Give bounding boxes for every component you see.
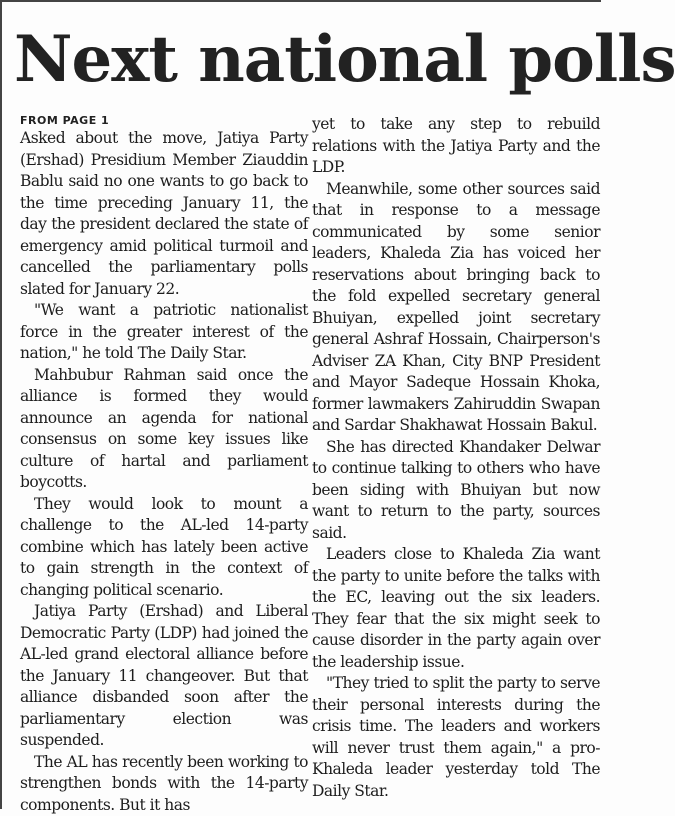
paragraph: Leaders close to Khaleda Zia want the party to unite before the talks with the EC, leaving out the six leaders. They fear that the six might seek to cause disorder in the party again over the leadership issue. xyxy=(312,544,600,673)
paragraph: Jatiya Party (Ershad) and Liberal Democratic Party (LDP) had joined the AL-led grand electoral alliance before the January 11 changeover. But that alliance disbanded soon after the parliamentary election was suspended. xyxy=(20,601,308,752)
paragraph: Mahbubur Rahman said once the alliance is formed they would announce an agenda for national consensus on some key issues like culture of hartal and parliament boycotts. xyxy=(20,365,308,494)
kicker: FROM PAGE 1 xyxy=(20,114,308,128)
paragraph: Meanwhile, some other sources said that in response to a message communicated by some senior leaders, Khaleda Zia has voiced her reservations about bringing back to the fold expelled secretary general Bhuiyan, expelled joint secretary general Ashraf Hossain, Chairperson's Adviser ZA Khan, City BNP President and Mayor Sadeque Hossain Khoka, former lawmakers Zahiruddin Swapan and Sardar Shakhawat Hossain Bakul. xyxy=(312,179,600,437)
paragraph: The AL has recently been working to strengthen bonds with the 14-party components. But it has xyxy=(20,752,308,816)
article-column-left xyxy=(20,114,308,816)
paragraph: "They tried to split the party to serve their personal interests during the crisis time. The leaders and workers will never trust them again," a pro-Khaleda leader yesterday told The Daily Star. xyxy=(312,673,600,802)
headline: Next national polls xyxy=(14,20,594,100)
paragraph: Asked about the move, Jatiya Party (Ershad) Presidium Member Ziauddin Bablu said no one wants to go back to the time preceding January 11, the day the president declared the state of emergency amid political turmoil and cancelled the parliamentary polls slated for January 22. xyxy=(20,128,308,300)
paragraph: She has directed Khandaker Delwar to continue talking to others who have been siding with Bhuiyan but now want to return to the party, sources said. xyxy=(312,437,600,545)
paragraph: They would look to mount a challenge to the AL-led 14-party combine which has lately been active to gain strength in the context of changing political scenario. xyxy=(20,494,308,602)
paragraph: "We want a patriotic nationalist force in the greater interest of the nation," he told The Daily Star. xyxy=(20,300,308,365)
paragraph-continued: yet to take any step to rebuild relations with the Jatiya Party and the LDP. xyxy=(312,114,600,179)
article-column-right xyxy=(312,114,600,802)
